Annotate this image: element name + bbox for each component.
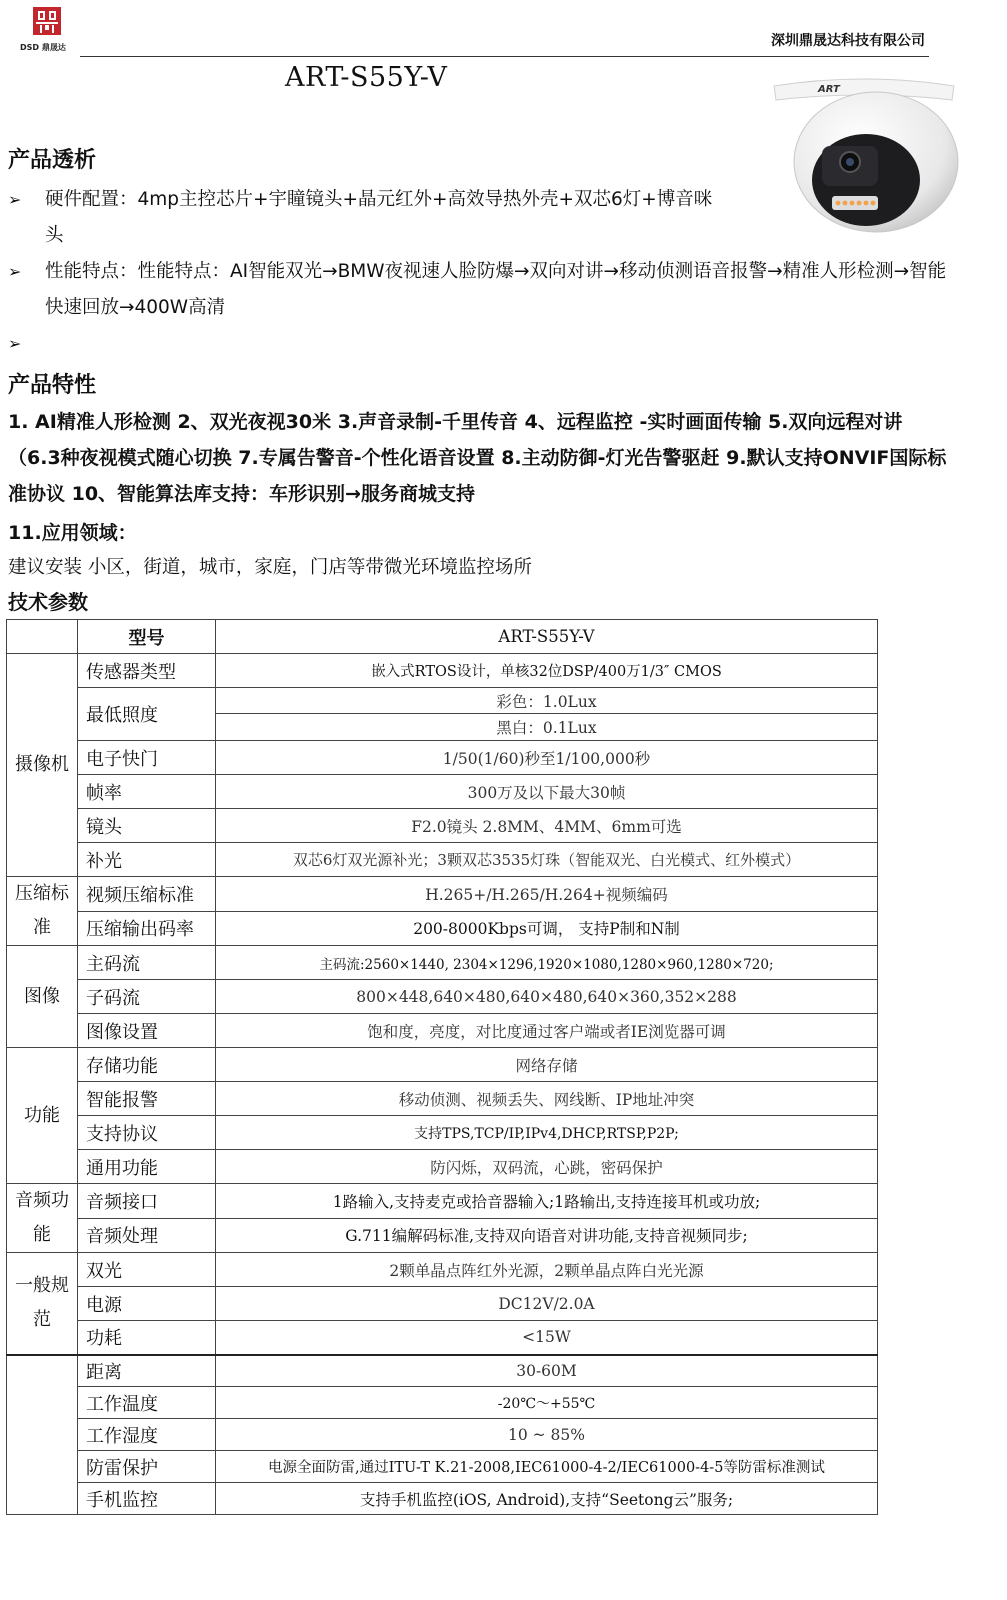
param-value: <15W [216, 1321, 878, 1355]
table-row [7, 980, 878, 1014]
table-row [7, 1082, 878, 1116]
param-label: 电子快门 [78, 741, 216, 775]
company-logo [20, 6, 80, 53]
overview-bullet-1 [8, 182, 728, 254]
param-label: 帧率 [78, 775, 216, 809]
param-value: 黑白：0.1Lux [216, 714, 878, 741]
param-label: 存储功能 [78, 1048, 216, 1082]
param-label: 支持协议 [78, 1116, 216, 1150]
overview-bullet-2 [8, 254, 953, 326]
param-label: 镜头 [78, 809, 216, 843]
features-text: 1. AI精准人形检测 2、双光夜视30米 3.声音录制-千里传音 4、远程监控 -实时画面传输 5.双向远程对讲（6.3种夜视模式随心切换 7.专属告警音-个性化语音设置 8.主动防御-灯光告警驱赶 9.默认支持ONVIF国际标准协议 10、智能算法库支持：车形识别→服务商城支持 [8, 411, 947, 505]
table-row [7, 1419, 878, 1451]
table-row [7, 1116, 878, 1150]
bullet-arrow-icon: ➢ [8, 334, 22, 353]
category-image: 图像 [7, 946, 78, 1048]
param-label: 电源 [78, 1287, 216, 1321]
param-label: 工作温度 [78, 1387, 216, 1419]
param-label: 功耗 [78, 1321, 216, 1355]
brand-mark: ART [818, 84, 840, 95]
param-value: 饱和度，亮度，对比度通过客户端或者IE浏览器可调 [216, 1014, 878, 1048]
section-heading-features: 产品特性 [8, 373, 97, 398]
spec-table [6, 619, 878, 1515]
application-heading: 11.应用领域： [8, 522, 137, 544]
param-value: 防闪烁，双码流，心跳，密码保护 [216, 1150, 878, 1184]
category-camera: 摄像机 [7, 654, 78, 877]
param-label: 音频处理 [78, 1218, 216, 1253]
param-value: 电源全面防雷,通过ITU-T K.21-2008,IEC61000-4-2/IEC61000-4-5等防雷标准测试 [216, 1451, 878, 1483]
table-row [7, 1451, 878, 1483]
bullet-arrow-icon: ➢ [8, 190, 22, 209]
param-label: 通用功能 [78, 1150, 216, 1184]
dome-camera-image [766, 70, 960, 236]
param-value: 网络存储 [216, 1048, 878, 1082]
table-row [7, 877, 878, 912]
bullet-text: 性能特点：性能特点：AI智能双光→BMW夜视速人脸防爆→双向对讲→移动侦测语音报警→精准人形检测→智能快速回放→400W高清 [45, 261, 947, 318]
param-value: G.711编解码标准,支持双向语音对讲功能,支持音视频同步; [216, 1218, 878, 1253]
param-label: 音频接口 [78, 1184, 216, 1219]
param-label: 智能报警 [78, 1082, 216, 1116]
model-label: 型号 [78, 620, 216, 654]
table-row [7, 1483, 878, 1515]
param-label: 主码流 [78, 946, 216, 980]
table-row [7, 1048, 878, 1082]
page-title: ART-S55Y-V [285, 62, 448, 93]
table-row [7, 741, 878, 775]
table-row [7, 1253, 878, 1287]
table-row [7, 1184, 878, 1219]
param-label: 图像设置 [78, 1014, 216, 1048]
param-value: 双芯6灯双光源补光；3颗双芯3535灯珠（智能双光、白光模式、红外模式） [216, 843, 878, 877]
param-value: 10 ~ 85% [216, 1419, 878, 1451]
table-row [7, 1321, 878, 1355]
table-row [7, 654, 878, 688]
param-value: 800×448,640×480,640×480,640×360,352×288 [216, 980, 878, 1014]
table-row [7, 1355, 878, 1387]
param-label: 手机监控 [78, 1483, 216, 1515]
application-text: 建议安装 小区，街道，城市，家庭，门店等带微光环境监控场所 [8, 557, 532, 578]
table-row [7, 688, 878, 714]
param-label: 压缩输出码率 [78, 911, 216, 946]
table-row [7, 1287, 878, 1321]
table-row [7, 809, 878, 843]
logo-text: DSD 鼎晟达 [20, 43, 66, 52]
param-value: 支持手机监控(iOS, Android),支持“Seetong云”服务; [216, 1483, 878, 1515]
category-general: 一般规范 [7, 1253, 78, 1355]
param-value: 1/50(1/60)秒至1/100,000秒 [216, 741, 878, 775]
param-value: 移动侦测、视频丢失、网线断、IP地址冲突 [216, 1082, 878, 1116]
category-audio: 音频功能 [7, 1184, 78, 1253]
model-value: ART-S55Y-V [216, 620, 878, 654]
param-label: 防雷保护 [78, 1451, 216, 1483]
table-cell-empty [7, 620, 78, 654]
bullet-text: 硬件配置：4mp主控芯片+宇瞳镜头+晶元红外+高效导热外壳+双芯6灯+博音咪头 [45, 189, 713, 246]
param-value: 200-8000Kbps可调， 支持P制和N制 [216, 911, 878, 946]
table-row [7, 1150, 878, 1184]
table-row [7, 775, 878, 809]
param-label: 工作湿度 [78, 1419, 216, 1451]
param-label: 双光 [78, 1253, 216, 1287]
param-label: 最低照度 [78, 688, 216, 741]
param-label: 传感器类型 [78, 654, 216, 688]
table-row [7, 843, 878, 877]
param-value: -20℃～+55℃ [216, 1387, 878, 1419]
param-value: DC12V/2.0A [216, 1287, 878, 1321]
param-value: 300万及以下最大30帧 [216, 775, 878, 809]
param-value: 30-60M [216, 1355, 878, 1387]
param-label: 距离 [78, 1355, 216, 1387]
section-heading-overview: 产品透析 [8, 148, 97, 173]
category-compression: 压缩标准 [7, 877, 78, 946]
category-function: 功能 [7, 1048, 78, 1184]
param-label: 子码流 [78, 980, 216, 1014]
param-label: 补光 [78, 843, 216, 877]
param-value: 2颗单晶点阵红外光源，2颗单晶点阵白光光源 [216, 1253, 878, 1287]
table-cell-empty [7, 1355, 78, 1515]
dsd-logo-icon [32, 6, 62, 36]
param-value: 主码流:2560×1440, 2304×1296,1920×1080,1280×960,1280×720; [216, 946, 878, 980]
param-value: F2.0镜头 2.8MM、4MM、6mm可选 [216, 809, 878, 843]
table-row [7, 620, 878, 654]
table-row [7, 911, 878, 946]
bullet-arrow-icon: ➢ [8, 262, 22, 281]
table-row [7, 946, 878, 980]
param-value: 彩色：1.0Lux [216, 688, 878, 714]
table-row [7, 1014, 878, 1048]
header-divider [80, 56, 929, 57]
table-row [7, 1387, 878, 1419]
param-value: 嵌入式RTOS设计，单核32位DSP/400万1/3″ CMOS [216, 654, 878, 688]
table-row [7, 1218, 878, 1253]
param-label: 视频压缩标准 [78, 877, 216, 912]
param-value: H.265+/H.265/H.264+视频编码 [216, 877, 878, 912]
param-value: 1路输入,支持麦克或拾音器输入;1路输出,支持连接耳机或功放; [216, 1184, 878, 1219]
param-value: 支持TPS,TCP/IP,IPv4,DHCP,RTSP,P2P; [216, 1116, 878, 1150]
company-name: 深圳鼎晟达科技有限公司 [771, 33, 925, 49]
section-heading-spec: 技术参数 [8, 590, 88, 614]
